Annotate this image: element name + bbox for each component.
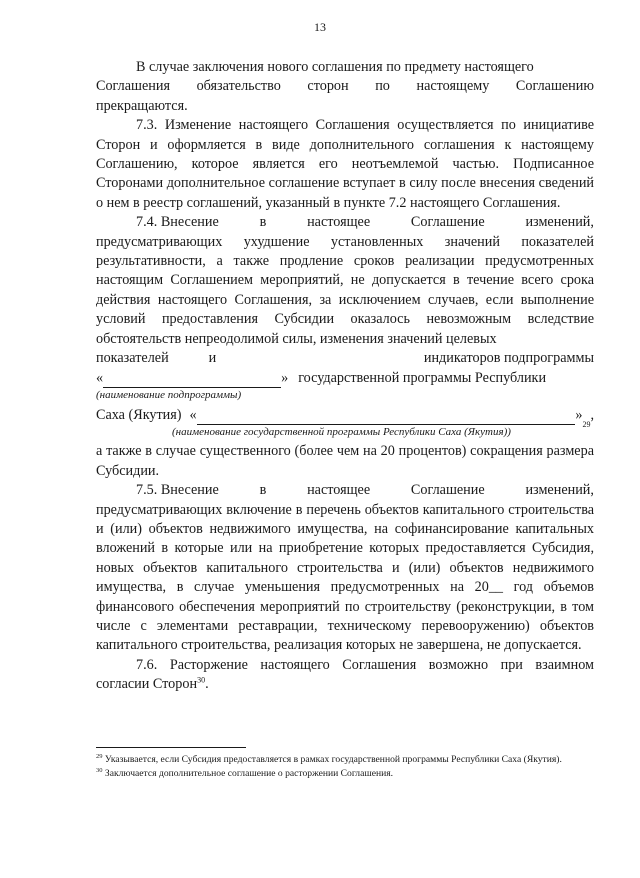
quote-open: « [96, 369, 104, 386]
word: настоящему [416, 78, 490, 95]
word: и [208, 350, 217, 367]
paragraph-7-5-body: предусматривающих включение в перечень объектов капитального строительства и (или) объектов недвижимого имущества, на софинансирование капитальных вложений в которые или на приобретение которых предоставляется Субсидия, новых объектов капитального строительства и (или) объектов недвижимого имущества, в случае уменьшения предусмотренных на 20__ год объемов финансового обеспечения мероприятий по строительству (реконструкции, в том числе с элементами реставрации, техническому перевооружению) объектов капитального строительства, реализация которых не завершена, не допускается. [96, 501, 594, 654]
comma: , [590, 406, 594, 423]
paragraph-7-5-first-line [96, 481, 594, 500]
document-body [96, 58, 594, 695]
word: настоящее [307, 482, 371, 499]
word: в [259, 214, 267, 231]
paragraph-7-6-text: 7.6. Расторжение настоящего Соглашения возможно при взаимном согласии Сторон [96, 656, 594, 693]
saha-text: Саха (Якутия) [96, 406, 182, 423]
word: сторон [307, 78, 349, 95]
word: в [259, 482, 267, 499]
footnote-number: 30 [96, 766, 103, 774]
footnote-30 [96, 768, 594, 781]
footnote-separator [96, 747, 246, 748]
paragraph-new-agreement-last-line: прекращаются. [96, 97, 188, 114]
word: Соглашение [410, 214, 485, 231]
quote-close: » [575, 406, 583, 423]
paragraph-7-4-indicators-line [96, 349, 594, 368]
footnote-29 [96, 754, 594, 767]
footnotes [96, 754, 594, 781]
word: настоящее [307, 214, 371, 231]
quote-close: » [281, 369, 289, 386]
paragraph-7-3: 7.3. Изменение настоящего Соглашения осуществляется по инициативе Сторон и оформляется в виде дополнительного соглашения к настоящему Соглашению, которое является его неотъемлемой частью. Подписанное Сторонами дополнительное соглашение вступает в силу после внесения сведений о нем в реестр соглашений, указанный в пункте 7.2 настоящего Соглашения. [96, 117, 594, 211]
subprogram-name-blank [103, 374, 281, 388]
page-number: 13 [314, 20, 326, 34]
word: 7.4. Внесение [136, 214, 219, 231]
paragraph-new-agreement-first-line: В случае заключения нового соглашения по предмету настоящего [136, 59, 534, 75]
state-program-text: государственной программы Республики [298, 369, 547, 386]
word: Соглашение [410, 482, 485, 499]
state-program-name-blank [197, 411, 576, 425]
word: показателей [96, 350, 169, 367]
word: индикаторов подпрограммы [423, 350, 594, 367]
word: изменений, [525, 482, 594, 499]
footnote-ref-30: 30 [197, 675, 206, 685]
word: Соглашению [515, 78, 594, 95]
word: Соглашения [96, 78, 170, 95]
word: обязательство [196, 78, 281, 95]
word: 7.5. Внесение [136, 482, 219, 499]
paragraph-7-6 [96, 656, 594, 695]
paragraph-7-4-body: предусматривающих ухудшение установленных значений показателей результативности, а также продление сроков реализации предусмотренных настоящим Соглашением мероприятий, не допускается в течение всего срока действия настоящего Соглашения, за исключением случаев, если выполнение условий предоставления Субсидии оказалось невозможным вследствие обстоятельств непреодолимой силы, изменения значений целевых [96, 233, 594, 347]
period: . [205, 676, 209, 693]
footnote-text: Указывается, если Субсидия предоставляется в рамках государственной программы Республики Саха (Якутия). [104, 754, 562, 765]
state-program-name-line: Саха (Якутия) « » 29 , [96, 406, 594, 430]
subprogram-name-line [96, 369, 594, 388]
quote-open: « [189, 406, 197, 423]
footnote-text: Заключается дополнительное соглашение о расторжении Соглашения. [104, 767, 394, 779]
paragraph-new-agreement-justified-line [96, 77, 594, 96]
state-program-caption: (наименование государственной программы Республики Саха (Якутия)) [172, 426, 511, 439]
footnote-number: 29 [96, 752, 103, 760]
subprogram-caption: (наименование подпрограммы) [96, 388, 242, 401]
word: изменений, [525, 214, 594, 231]
paragraph-7-4-tail: а также в случае существенного (более чем на 20 процентов) сокращения размера Субсидии. [96, 443, 594, 479]
paragraph-7-4-first-line [96, 213, 594, 232]
word: по [375, 78, 390, 95]
